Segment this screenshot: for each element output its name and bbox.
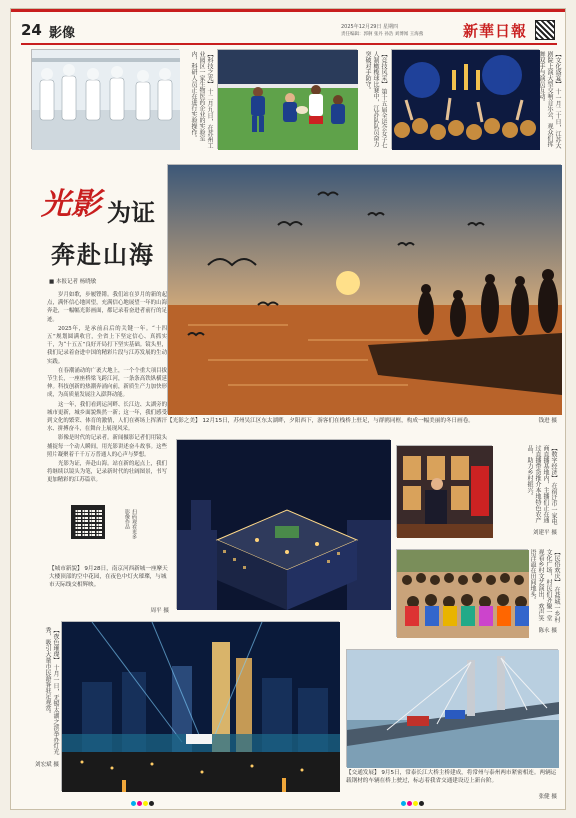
headline-line2: 奔赴山海	[51, 240, 155, 269]
article-paragraph: 光影为证，奔赴山海。站在新的起点上，我们将继续以镜头为笔，记录新时代的壮阔图景，书写更加精彩的江苏篇章。	[47, 461, 167, 484]
caption-livestream: 【数字经济】 在宿迁市一家电商直播基地内，主播们正在通过直播带货推介本地特色农产品，助力乡村振兴。	[526, 445, 557, 525]
article-paragraph: 在春潮涌动的广袤大地上，一个个重大项目拔节生长，一座座桥梁飞跨江河，一条条高铁纵横延伸。科技创新的热潮奔涌向前，新质生产力加快形成，为高质量发展注入澎湃动能。	[47, 367, 167, 399]
page-header	[21, 19, 557, 45]
photo-bridge[interactable]	[346, 649, 558, 767]
article-paragraph: 这一年，我们看到运河畔、长江边、太湖旁的城市更新，城乡面貌焕然一新；这一年，我们感受到文化的繁荣、体育的激情，人们在赛场上挥洒汗水、拼搏奋斗，在舞台上展现风采。	[47, 401, 167, 433]
caption-cityshow: 【夜色璀璨】 十月一日，无锡太湖之滨举办灯光秀，吸引大量市民游客驻足观赏。	[44, 627, 59, 755]
color-registration-bar-bottom-left	[131, 801, 154, 806]
credit-bridge: 张健 摄	[538, 794, 557, 800]
article-qr-code[interactable]	[71, 505, 105, 539]
cityshow-illustration	[62, 622, 340, 792]
caption-bridge: 【交通发展】 9月5日，常泰长江大桥主桥建成，将常州与泰州两市紧密相连。两辆运载钢材的车辆在桥上驶过，标志着我省交通建设迈上新台阶。	[346, 770, 557, 784]
photo-livestream[interactable]	[396, 445, 492, 537]
livestream-illustration	[397, 446, 493, 538]
photo-cityshow[interactable]	[61, 621, 339, 791]
photo-crowd[interactable]	[396, 549, 528, 637]
header-qr-icon[interactable]	[535, 20, 555, 40]
credit-livestream: 刘建平 摄	[532, 530, 557, 536]
newspaper-masthead: 新華日報	[463, 22, 528, 40]
headline-accent: 光影	[41, 187, 101, 222]
photo-rugby[interactable]	[217, 49, 357, 149]
article-body	[47, 291, 167, 501]
qr-label: 扫码观看更多影像作品	[124, 509, 137, 539]
top-red-rule	[11, 9, 565, 12]
headline-part: 为证	[107, 198, 155, 227]
caption-crowd: 【民俗欢庆】 在盐城一乡村文化广场，村民们齐聚一堂观看乡村文艺演出，欢声笑语洋溢在田间地头。	[529, 549, 560, 623]
lab-illustration	[32, 50, 180, 150]
photo-lab[interactable]	[31, 49, 179, 149]
photo-seagulls[interactable]	[167, 164, 561, 414]
editors-line: 责任编辑：郭舸 张丹 孙浩 刘博闻 王海燕	[341, 32, 424, 37]
caption-seagulls: 【光影之美】 12月15日，苏州吴江区东太湖畔，夕阳西下，游客们在栈桥上驻足，与群鸥同框，构成一幅美丽的冬日画卷。	[167, 418, 474, 424]
credit-rooftop: 周平 摄	[150, 608, 169, 614]
section-name: 影像	[49, 26, 76, 41]
credit-seagulls: 钱进 摄	[538, 418, 557, 424]
rooftop-illustration	[177, 440, 391, 610]
caption-lab: 【科技之光】 十二月九日，在苏州工业园区一家生物医药企业的实验室内，科研人员正在进行实验操作。	[190, 51, 213, 149]
photo-concert[interactable]	[391, 49, 539, 149]
caption-concert: 【文化盛宴】 十一月二十日，江苏大剧院上演大型交响音乐会，观众们挥舞双手与演员互动。	[538, 51, 561, 149]
color-registration-bar-bottom-right	[401, 801, 424, 806]
caption-rugby: 【竞技风采】 第十五届全运会女子七人制橄榄球比赛中，江苏队队员奋力突破对手防守。	[364, 51, 387, 149]
article-paragraph: 影像是时代的记录者。新闻摄影记者们用镜头捕捉每一个动人瞬间，用光影讲述奋斗故事。这些照片凝聚着千千万万普通人的心声与梦想。	[47, 435, 167, 458]
crowd-illustration	[397, 550, 529, 638]
bridge-illustration	[347, 650, 559, 768]
credit-cityshow: 刘宏斌 摄	[34, 762, 59, 768]
article-paragraph: 2025年，是承前启后的关键一年。“十四五”规划圆满收官，全省上下坚定信心、真抓实干，为“十五五”良好开局打下坚实基础。镜头里，我们记录着奋进中国的精彩片段与江苏发展的生动实践。	[47, 325, 167, 365]
caption-rooftop: 【城市新貌】 9月28日，南京河西新城一座摩天大楼顶部的空中花园，在夜色中灯火璀璨，与城市天际线交相辉映。	[49, 566, 168, 588]
newspaper-page	[10, 8, 566, 810]
concert-illustration	[392, 50, 540, 150]
credit-crowd: 陈永 摄	[538, 628, 557, 634]
rugby-illustration	[218, 50, 358, 150]
byline: ■ 本报记者 杨晓敏	[49, 279, 97, 285]
page-number: 24	[21, 21, 42, 39]
article-paragraph: 岁月如歌，步履铿锵。我们站在岁月的新的起点，满怀信心地回望，充满信心地展望一年的山海奔赴，一幅幅光影画面，都记录着奋进者前行的足迹。	[47, 292, 167, 323]
dateline: 2025年12月29日 星期四	[341, 24, 399, 30]
seagulls-illustration	[168, 165, 562, 415]
photo-rooftop[interactable]	[176, 439, 390, 609]
